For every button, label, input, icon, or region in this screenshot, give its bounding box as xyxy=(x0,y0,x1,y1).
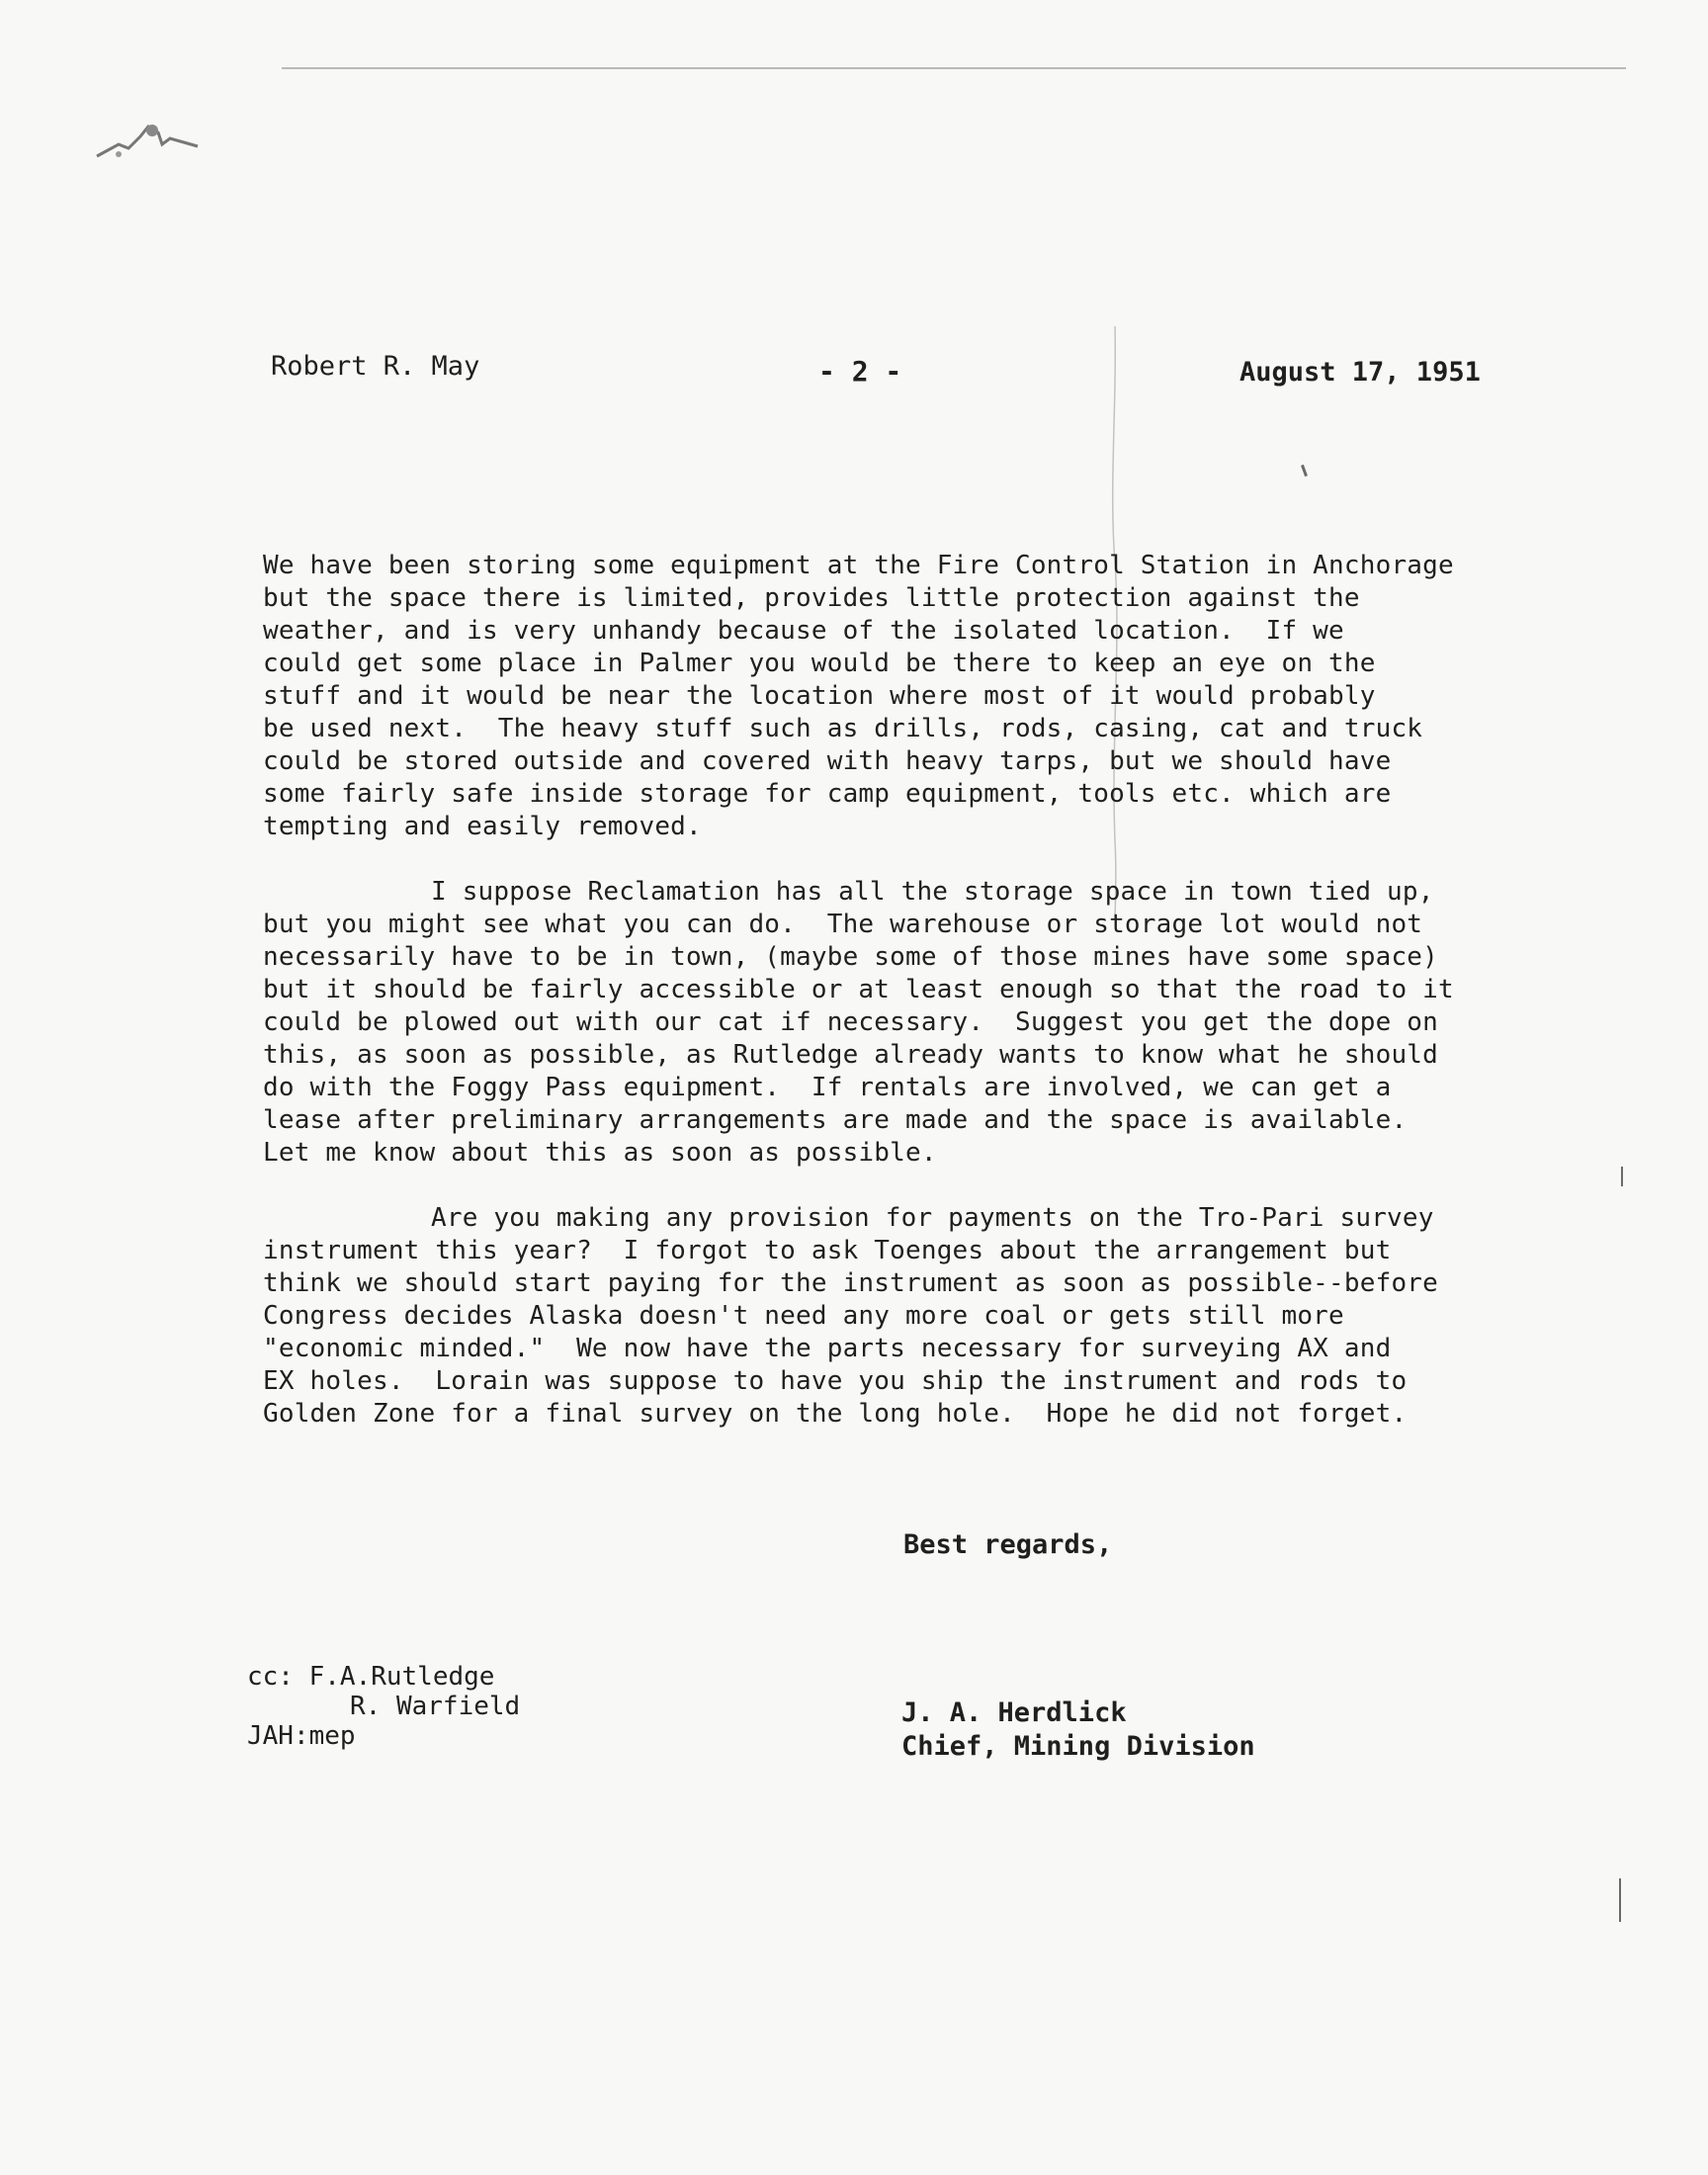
margin-mark xyxy=(1621,1167,1623,1186)
letter-date: August 17, 1951 xyxy=(1239,357,1481,388)
text-line: Are you making any provision for payments on the Tro-Pari survey xyxy=(431,1203,1434,1233)
text-line: be used next. The heavy stuff such as drills, rods, casing, cat and truck xyxy=(263,714,1423,743)
typist-initials: JAH:mep xyxy=(247,1721,356,1751)
text-line: Let me know about this as soon as possible. xyxy=(263,1138,937,1168)
page-number: - 2 - xyxy=(818,355,902,388)
cc-line: R. Warfield xyxy=(350,1692,521,1721)
text-line: some fairly safe inside storage for camp equipment, tools etc. which are xyxy=(263,779,1392,809)
text-line: this, as soon as possible, as Rutledge already wants to know what he should xyxy=(263,1040,1438,1070)
text-line: weather, and is very unhandy because of the isolated location. If we xyxy=(263,616,1344,646)
text-line: "economic minded." We now have the parts necessary for surveying AX and xyxy=(263,1334,1392,1363)
cc-block xyxy=(247,1662,520,1751)
letter-header xyxy=(0,351,1708,400)
text-line: We have been storing some equipment at the Fire Control Station in Anchorage xyxy=(263,551,1454,580)
signature-block xyxy=(901,1696,1255,1764)
text-line: Golden Zone for a final survey on the long hole. Hope he did not forget. xyxy=(263,1399,1408,1429)
closing-salutation: Best regards, xyxy=(903,1529,1113,1560)
text-line: tempting and easily removed. xyxy=(263,812,702,841)
text-line: necessarily have to be in town, (maybe some of those mines have some space) xyxy=(263,942,1438,972)
text-line: EX holes. Lorain was suppose to have you ship the instrument and rods to xyxy=(263,1366,1408,1396)
letter-body xyxy=(263,550,1548,1463)
signer-name: J. A. Herdlick xyxy=(901,1697,1127,1728)
addressee: Robert R. May xyxy=(271,351,480,382)
text-line: but it should be fairly accessible or at least enough so that the road to it xyxy=(263,975,1454,1004)
text-line: stuff and it would be near the location where most of it would probably xyxy=(263,681,1376,711)
paragraph-storage-request xyxy=(263,876,1548,1170)
text-line: could get some place in Palmer you would be there to keep an eye on the xyxy=(263,649,1376,678)
text-line: instrument this year? I forgot to ask Toenges about the arrangement but xyxy=(263,1236,1392,1265)
text-line: but the space there is limited, provides little protection against the xyxy=(263,583,1360,613)
paragraph-survey-instrument xyxy=(263,1202,1548,1431)
text-line: could be stored outside and covered with heavy tarps, but we should have xyxy=(263,746,1392,776)
text-line: think we should start paying for the instrument as soon as possible--before xyxy=(263,1268,1438,1298)
paragraph-storage-current xyxy=(263,550,1548,843)
cc-line: cc: F.A.Rutledge xyxy=(247,1662,495,1692)
margin-mark xyxy=(1619,1878,1621,1922)
text-line: do with the Foggy Pass equipment. If rentals are involved, we can get a xyxy=(263,1073,1392,1102)
text-line: I suppose Reclamation has all the storage space in town tied up, xyxy=(431,877,1434,907)
text-line: Congress decides Alaska doesn't need any more coal or gets still more xyxy=(263,1301,1344,1331)
margin-mark xyxy=(1301,465,1308,477)
text-line: but you might see what you can do. The warehouse or storage lot would not xyxy=(263,910,1423,939)
text-line: could be plowed out with our cat if necessary. Suggest you get the dope on xyxy=(263,1007,1438,1037)
ink-smudge xyxy=(89,109,217,168)
top-edge-rule xyxy=(282,67,1626,69)
text-line: lease after preliminary arrangements are made and the space is available. xyxy=(263,1105,1408,1135)
signer-title: Chief, Mining Division xyxy=(901,1731,1255,1762)
